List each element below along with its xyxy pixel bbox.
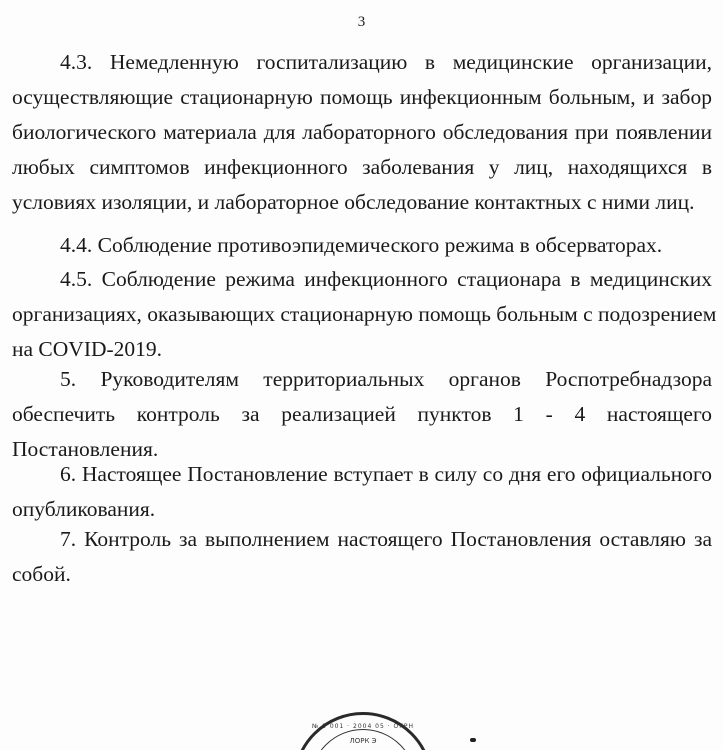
paragraph-line: Постановления. (12, 437, 159, 461)
paragraph-4-4 (60, 228, 700, 263)
paragraph-4-3 (12, 45, 712, 220)
paragraph-line: собой. (12, 562, 71, 586)
paragraph-line: 6. Настоящее Постановление вступает в силу со дня его официального (60, 462, 712, 486)
paragraph-6 (12, 457, 712, 527)
paragraph-line: любых симптомов инфекционного заболевания у лиц, находящихся в (12, 155, 712, 179)
signature-mark (470, 738, 476, 742)
paragraph-line: 4.4. Соблюдение противоэпидемического режима в обсерваторах. (60, 233, 663, 257)
paragraph-5 (12, 362, 712, 467)
paragraph-line: осуществляющие стационарную помощь инфекционным больным, и забор (12, 85, 712, 109)
paragraph-line: 7. Контроль за выполнением настоящего Постановления оставляю за (60, 527, 712, 551)
paragraph-4-5 (12, 262, 717, 367)
paragraph-line: 5. Руководителям территориальных органов Роспотребнадзора (60, 367, 712, 391)
paragraph-line: организациях, оказывающих стационарную помощь больным с подозрением (12, 302, 717, 326)
paragraph-7 (12, 522, 712, 592)
paragraph-line: условиях изоляции, и лабораторное обследование контактных с ними лиц. (12, 190, 695, 214)
paragraph-line: обеспечить контроль за реализацией пунктов 1 - 4 настоящего (12, 402, 712, 426)
official-seal (293, 712, 433, 750)
page-number: 3 (357, 14, 366, 30)
seal-outer-text: № 0 001 · 2004 05 · ОГРН (311, 723, 415, 730)
paragraph-line: 4.3. Немедленную госпитализацию в медицинские организации, (60, 50, 712, 74)
paragraph-line: 4.5. Соблюдение режима инфекционного стационара в медицинских (60, 267, 712, 291)
paragraph-line: биологического материала для лабораторного обследования при появлении (12, 120, 712, 144)
paragraph-line: на COVID-2019. (12, 337, 163, 361)
paragraph-line: опубликования. (12, 497, 156, 521)
seal-inner-text: ЛОРК Э (349, 737, 377, 745)
